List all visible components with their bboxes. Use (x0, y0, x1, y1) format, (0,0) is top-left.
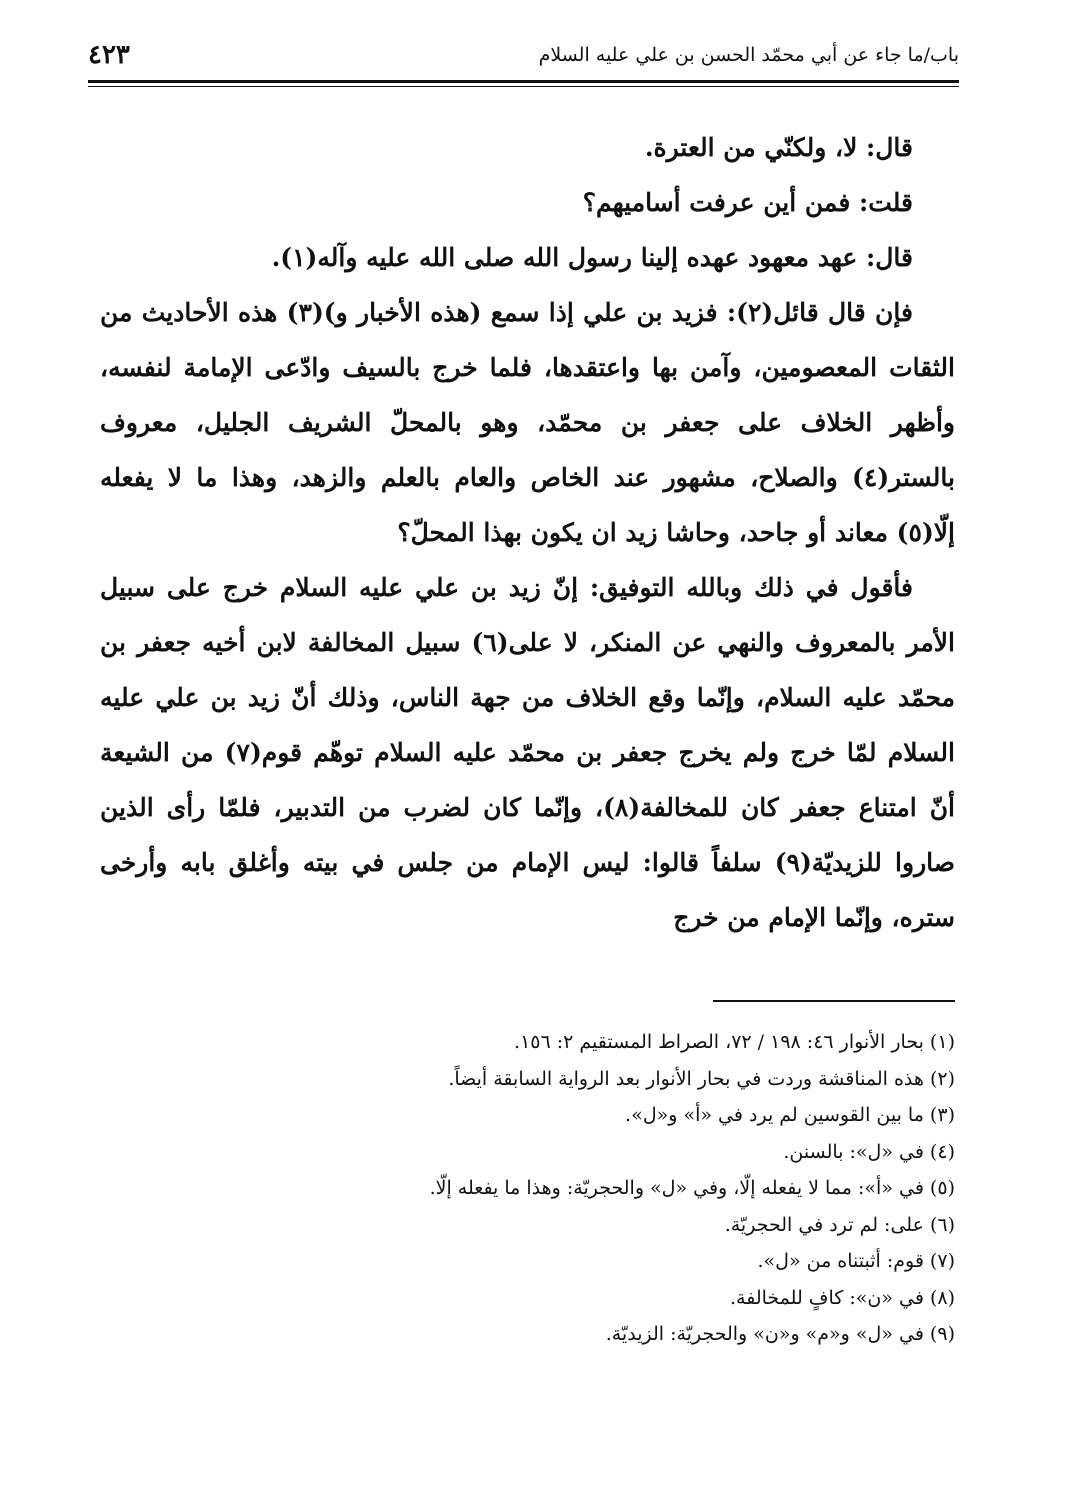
paragraph: قلت: فمن أين عرفت أساميهم؟ (582, 188, 913, 217)
footnote: (٢) هذه المناقشة وردت في بحار الأنوار بعد الرواية السابقة أيضاً. (448, 1067, 955, 1090)
footnote: (٩) في «ل» و«م» و«ن» والحجريّة: الزيديّة. (605, 1323, 955, 1345)
footnote: (٥) في «أ»: مما لا يفعله إلّا، وفي «ل» والحجريّة: وهذا ما يفعله إلّا. (429, 1177, 955, 1199)
footnotes (100, 1024, 955, 1353)
header-rule-thick (88, 80, 959, 83)
footnote-separator (713, 1000, 955, 1002)
footnote: (٦) على: لم ترد في الحجريّة. (724, 1213, 955, 1236)
footnote: (١) بحار الأنوار ٤٦: ١٩٨ / ٧٢، الصراط المستقيم ٢: ١٥٦. (514, 1031, 955, 1053)
chapter-title: باب/ما جاء عن أبي محمّد الحسن بن علي عليه السلام (538, 44, 959, 66)
page-number: ٤٢٣ (88, 40, 130, 70)
paragraph: فإن قال قائل(٢): فزيد بن علي إذا سمع (هذه الأخبار و)(٣) هذه الأحاديث من الثقات المعصومين، وآمن بها واعتقدها، فلما خرج بالسيف وادّعى الإمامة لنفسه، وأظهر الخلاف على جعفر بن محمّد، وهو بالمحلّ الشريف الجليل، معروف بالستر(٤) والصلاح، مشهور عند الخاص والعام بالعلم والزهد، وهذا ما لا يفعله إلّا(٥) معاند أو جاحد، وحاشا زيد ان يكون بهذا المحلّ؟ (100, 298, 955, 547)
footnote: (٧) قوم: أثبتناه من «ل». (757, 1250, 955, 1272)
running-header (88, 40, 959, 76)
header-rule-thin (88, 86, 959, 87)
footnote: (٤) في «ل»: بالسنن. (783, 1140, 955, 1163)
main-text (100, 120, 955, 945)
footnote: (٨) في «ن»: كافٍ للمخالفة. (729, 1286, 955, 1309)
footnote: (٣) ما بين القوسين لم يرد في «أ» و«ل». (625, 1104, 955, 1126)
paragraph: قال: عهد معهود عهده إلينا رسول الله صلى الله عليه وآله(١). (271, 243, 913, 272)
paragraph: قال: لا، ولكنّي من العترة. (644, 133, 913, 162)
paragraph: فأقول في ذلك وبالله التوفيق: إنّ زيد بن علي عليه السلام خرج على سبيل الأمر بالمعروف والنهي عن المنكر، لا على(٦) سبيل المخالفة لابن أخيه جعفر بن محمّد عليه السلام، وإنّما وقع الخلاف من جهة الناس، وذلك أنّ زيد بن علي عليه السلام لمّا خرج ولم يخرج جعفر بن محمّد عليه السلام توهّم قوم(٧) من الشيعة أنّ امتناع جعفر كان للمخالفة(٨)، وإنّما كان لضرب من التدبير، فلمّا رأى الذين صاروا للزيديّة(٩) سلفاً قالوا: ليس الإمام من جلس في بيته وأغلق بابه وأرخى ستره، وإنّما الإمام من خرج (100, 573, 955, 932)
